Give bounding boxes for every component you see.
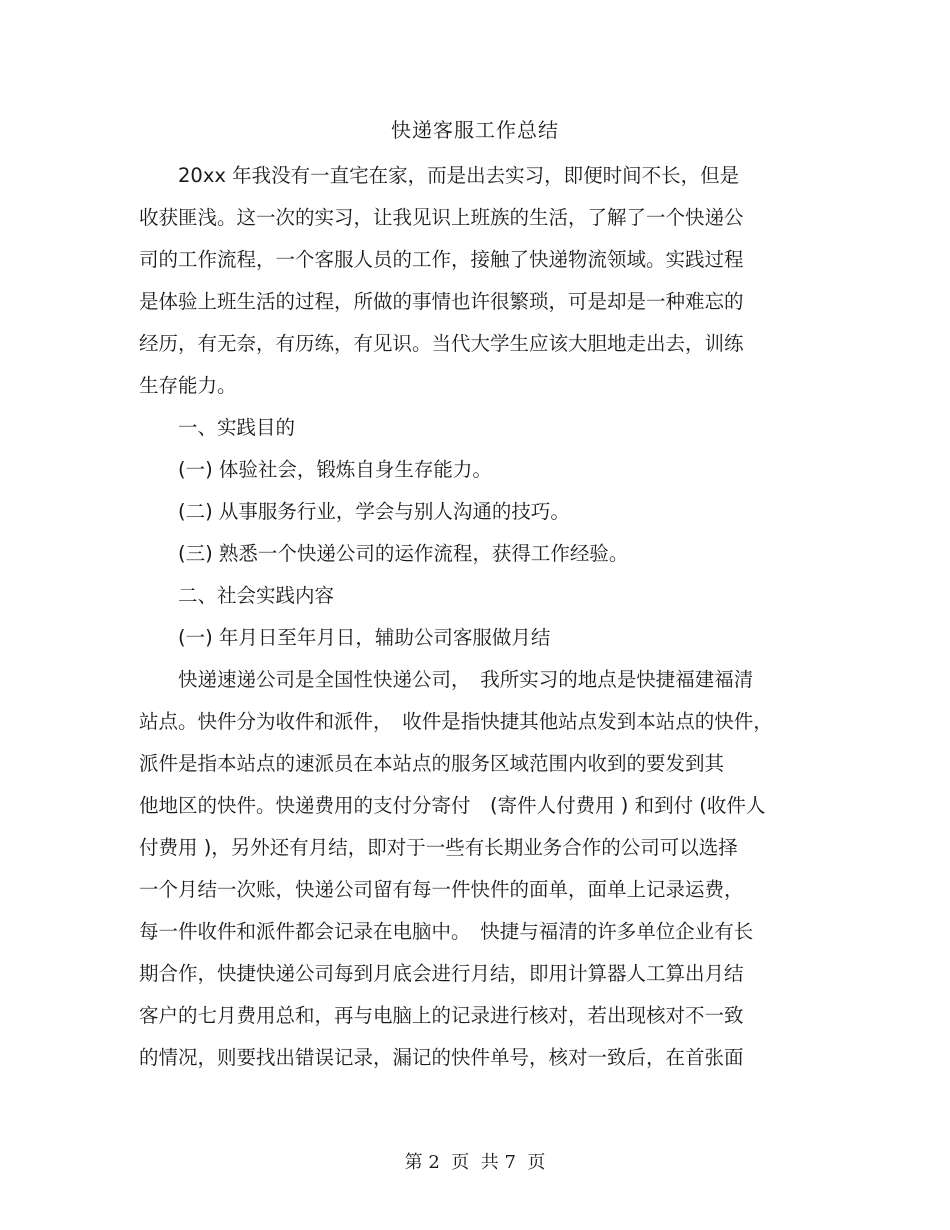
body-line-1: 20xx 年我没有一直宅在家，而是出去实习，即便时间不长，但是 [139, 164, 740, 187]
body-line-12: 一个月结一次账，快递公司留有每一件快件的面单，面单上记录运费， [139, 878, 744, 901]
body-line-9: 派件是指本站点的速派员在本站点的服务区域范围内收到的要发到其 [139, 752, 725, 775]
section-heading-1: 一、实践目的 [139, 416, 296, 439]
body-line-11: 付费用 )，另外还有月结，即对于一些有长期业务合作的公司可以选择 [139, 836, 738, 859]
list-item-3: (三) 熟悉一个快递公司的运作流程，获得工作经验。 [139, 542, 629, 565]
list-item-1: (一) 体验社会，锻炼自身生存能力。 [139, 458, 492, 481]
body-line-2: 收获匪浅。这一次的实习，让我见识上班族的生活，了解了一个快递公 [139, 206, 744, 229]
body-line-6: 生存能力。 [139, 374, 237, 397]
body-line-3: 司的工作流程，一个客服人员的工作，接触了快递物流领域。实践过程 [139, 248, 744, 271]
body-line-5: 经历，有无奈，有历练，有见识。当代大学生应该大胆地走出去，训练 [139, 332, 744, 355]
body-line-7: 快递速递公司是全国性快递公司， 我所实习的地点是快捷福建福清 [139, 668, 754, 691]
body-line-8: 站点。快件分为收件和派件， 收件是指快捷其他站点发到本站点的快件， [139, 710, 773, 733]
section-heading-2: 二、社会实践内容 [139, 584, 335, 607]
body-line-4: 是体验上班生活的过程，所做的事情也许很繁琐，可是却是一种难忘的 [139, 290, 744, 313]
body-line-10: 他地区的快件。快递费用的支付分寄付 (寄件人付费用 ) 和到付 (收件人 [139, 794, 766, 817]
page-number: 第 2 页 共 7 页 [404, 1152, 546, 1173]
body-line-13: 每一件收件和派件都会记录在电脑中。 快捷与福清的许多单位企业有长 [139, 920, 754, 943]
list-item-2: (二) 从事服务行业，学会与别人沟通的技巧。 [139, 500, 570, 523]
body-line-15: 客户的七月费用总和，再与电脑上的记录进行核对，若出现核对不一致 [139, 1004, 744, 1027]
body-line-16: 的情况，则要找出错误记录，漏记的快件单号，核对一致后，在首张面 [139, 1046, 744, 1069]
body-line-14: 期合作，快捷快递公司每到月底会进行月结，即用计算器人工算出月结 [139, 962, 744, 985]
document-title: 快递客服工作总结 [391, 118, 559, 142]
subsection-heading-1: (一) 年月日至年月日，辅助公司客服做月结 [139, 626, 551, 649]
